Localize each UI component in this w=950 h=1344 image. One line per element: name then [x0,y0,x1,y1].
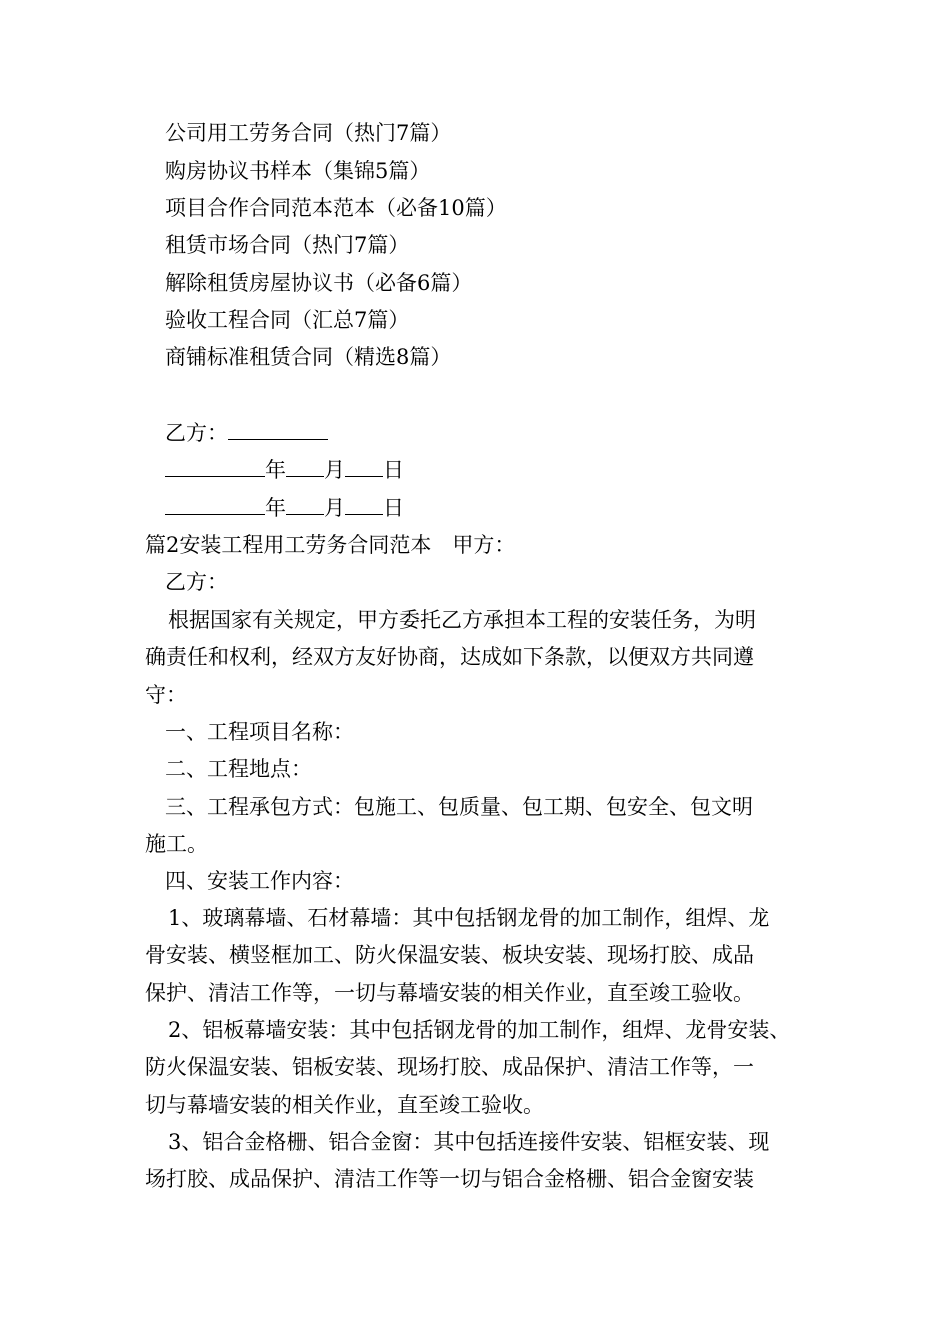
paragraph-line: 守： [145,683,187,707]
year-blank [165,454,265,477]
signature-date [165,492,404,523]
month-label: 月 [324,458,345,482]
subclause-line: 骨安装、横竖框加工、防火保温安装、板块安装、现场打胶、成品 [145,943,754,967]
party-b-line: 乙方： [165,570,228,594]
related-item[interactable]: 公司用工劳务合同（热门7篇） [165,121,452,145]
related-item[interactable]: 解除租赁房屋协议书（必备6篇） [165,271,473,295]
subclause-line: 保护、清洁工作等，一切与幕墙安装的相关作业，直至竣工验收。 [145,981,754,1005]
year-label: 年 [265,496,286,520]
related-item[interactable]: 购房协议书样本（集锦5篇） [165,159,431,183]
paragraph-line: 确责任和权利，经双方友好协商，达成如下条款，以便双方共同遵 [145,645,754,669]
day-blank [345,454,383,477]
subclause-line: 防火保温安装、铝板安装、现场打胶、成品保护、清洁工作等，一 [145,1055,754,1079]
signature-blank [228,417,328,440]
paragraph-line: 根据国家有关规定，甲方委托乙方承担本工程的安装任务，为明 [168,608,756,632]
day-label: 日 [383,458,404,482]
day-label: 日 [383,496,404,520]
subclause-line: 切与幕墙安装的相关作业，直至竣工验收。 [145,1093,544,1117]
subclause-line: 1、玻璃幕墙、石材幕墙：其中包括钢龙骨的加工制作，组焊、龙 [168,906,770,930]
subclause-line: 场打胶、成品保护、清洁工作等一切与铝合金格栅、铝合金窗安装 [145,1167,754,1191]
clause-line: 三、工程承包方式：包施工、包质量、包工期、包安全、包文明 [165,795,753,819]
month-label: 月 [324,496,345,520]
article-heading: 篇2安装工程用工劳务合同范本 甲方： [145,533,516,557]
year-label: 年 [265,458,286,482]
clause-line: 二、工程地点： [165,757,312,781]
clause-line: 四、安装工作内容： [165,869,354,893]
month-blank [286,454,324,477]
subclause-line: 3、铝合金格栅、铝合金窗：其中包括连接件安装、铝框安装、现 [168,1130,770,1154]
subclause-line: 2、铝板幕墙安装：其中包括钢龙骨的加工制作，组焊、龙骨安装、 [168,1018,791,1042]
year-blank [165,492,265,515]
party-b-label: 乙方： [165,421,228,445]
clause-line: 一、工程项目名称： [165,720,354,744]
related-item[interactable]: 验收工程合同（汇总7篇） [165,308,410,332]
related-item[interactable]: 项目合作合同范本范本（必备10篇） [165,196,507,220]
day-blank [345,492,383,515]
related-item[interactable]: 租赁市场合同（热门7篇） [165,233,410,257]
signature-date [165,454,404,485]
signature-party-b [165,417,328,448]
related-item[interactable]: 商铺标准租赁合同（精选8篇） [165,345,452,369]
clause-line: 施工。 [145,832,208,856]
month-blank [286,492,324,515]
